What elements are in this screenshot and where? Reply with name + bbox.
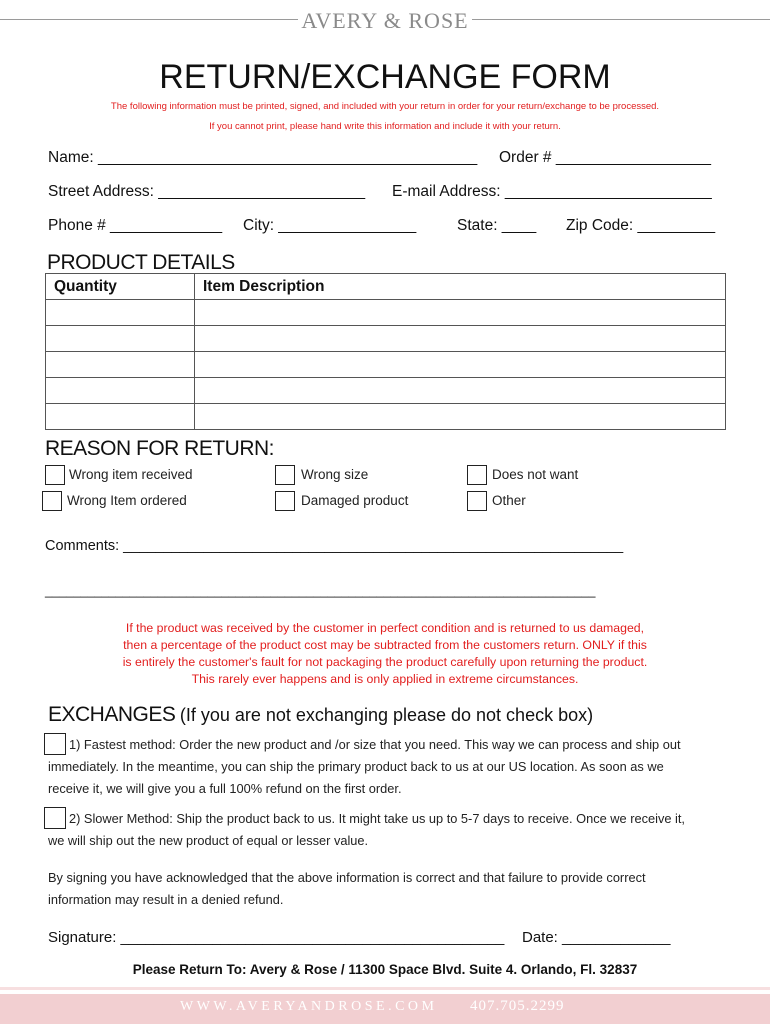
product-details-table [45,273,726,430]
wrong-size-checkbox[interactable] [275,465,295,485]
wrong-item-ordered-label: Wrong Item ordered [67,493,187,508]
quantity-cell[interactable] [46,326,195,352]
text-line: information may result in a denied refund. [48,892,284,907]
return-address: Please Return To: Avery & Rose / 11300 Space Blvd. Suite 4. Orlando, Fl. 32837 [132,962,638,977]
damage-disclaimer [70,620,700,688]
description-cell[interactable] [195,378,726,404]
header-rule-left [0,19,298,20]
text-line: 1) Fastest method: Order the new product and /or size that you need. This way we can process and ship out [69,737,681,752]
quantity-cell[interactable] [46,378,195,404]
description-cell[interactable] [195,326,726,352]
quantity-column-header: Quantity [46,274,195,300]
signature-field[interactable]: Signature: ______________________________________________ [48,929,505,946]
name-field[interactable]: Name: ____________________________________________ [48,149,478,166]
table-row [46,352,726,378]
table-row [46,378,726,404]
footer-accent-line [0,987,770,990]
state-field[interactable]: State: ____ [457,217,537,234]
header-rule-right [472,19,770,20]
instruction-note-1: The following information must be printed, signed, and included with your return in order for your return/exchange to be processed. [110,101,660,112]
street-address-field[interactable]: Street Address: ________________________ [48,183,366,200]
wrong-size-label: Wrong size [301,467,369,482]
table-row [46,300,726,326]
damaged-product-checkbox[interactable] [275,491,295,511]
damaged-product-label: Damaged product [301,493,409,508]
comments-field-line-2[interactable]: ______________________________________________________________________________ [45,584,596,598]
footer-website: WWW.AVERYANDROSE.COM [180,999,438,1014]
disclaimer-line: This rarely ever happens and is only applied in extreme circumstances. [191,672,579,686]
text-line: 2) Slower Method: Ship the product back to us. It might take us up to 5-7 days to receive. Once we receive it, [69,811,685,826]
phone-field[interactable]: Phone # _____________ [48,217,223,234]
table-row [46,326,726,352]
quantity-cell[interactable] [46,300,195,326]
other-label: Other [492,493,526,508]
other-checkbox[interactable] [467,491,487,511]
exchanges-subheading: (If you are not exchanging please do not check box) [179,705,594,725]
reason-heading: REASON FOR RETURN: [45,437,275,460]
comments-field[interactable]: Comments: ______________________________________________________________ [45,538,624,554]
instruction-note-2: If you cannot print, please hand write this information and include it with your return. [209,121,561,132]
slower-method-text [48,808,748,852]
footer-phone: 407.705.2299 [470,998,565,1014]
order-number-field[interactable]: Order # __________________ [499,149,712,166]
exchanges-heading: EXCHANGES [48,703,176,726]
quantity-cell[interactable] [46,352,195,378]
description-cell[interactable] [195,352,726,378]
acknowledgement-text [48,867,748,911]
zip-code-field[interactable]: Zip Code: _________ [566,217,716,234]
text-line: immediately. In the meantime, you can ship the primary product back to us at our US location. As soon as we [48,759,664,774]
text-line: we will ship out the new product of equal or lesser value. [48,833,369,848]
product-details-heading: PRODUCT DETAILS [47,251,235,274]
brand-logo: AVERY & ROSE [301,8,469,33]
table-header-row [46,274,726,300]
description-column-header: Item Description [195,274,726,300]
description-cell[interactable] [195,404,726,430]
disclaimer-line: is entirely the customer's fault for not packaging the product carefully upon returning the product. [122,655,648,669]
fastest-method-text [48,734,748,800]
city-field[interactable]: City: ________________ [243,217,417,234]
date-field[interactable]: Date: _____________ [522,929,671,946]
wrong-item-ordered-checkbox[interactable] [42,491,62,511]
text-line: receive it, we will give you a full 100% refund on the first order. [48,781,402,796]
quantity-cell[interactable] [46,404,195,430]
disclaimer-line: If the product was received by the customer in perfect condition and is returned to us damaged, [125,621,645,635]
does-not-want-checkbox[interactable] [467,465,487,485]
table-row [46,404,726,430]
exchanges-heading-row [48,703,593,727]
text-line: By signing you have acknowledged that the above information is correct and that failure to provide correct [48,870,646,885]
wrong-item-received-checkbox[interactable] [45,465,65,485]
form-title: RETURN/EXCHANGE FORM [159,58,611,96]
email-address-field[interactable]: E-mail Address: ________________________ [392,183,712,200]
does-not-want-label: Does not want [492,467,579,482]
wrong-item-received-label: Wrong item received [69,467,193,482]
disclaimer-line: then a percentage of the product cost may be subtracted from the customers return. ONLY if this [123,638,647,652]
description-cell[interactable] [195,300,726,326]
